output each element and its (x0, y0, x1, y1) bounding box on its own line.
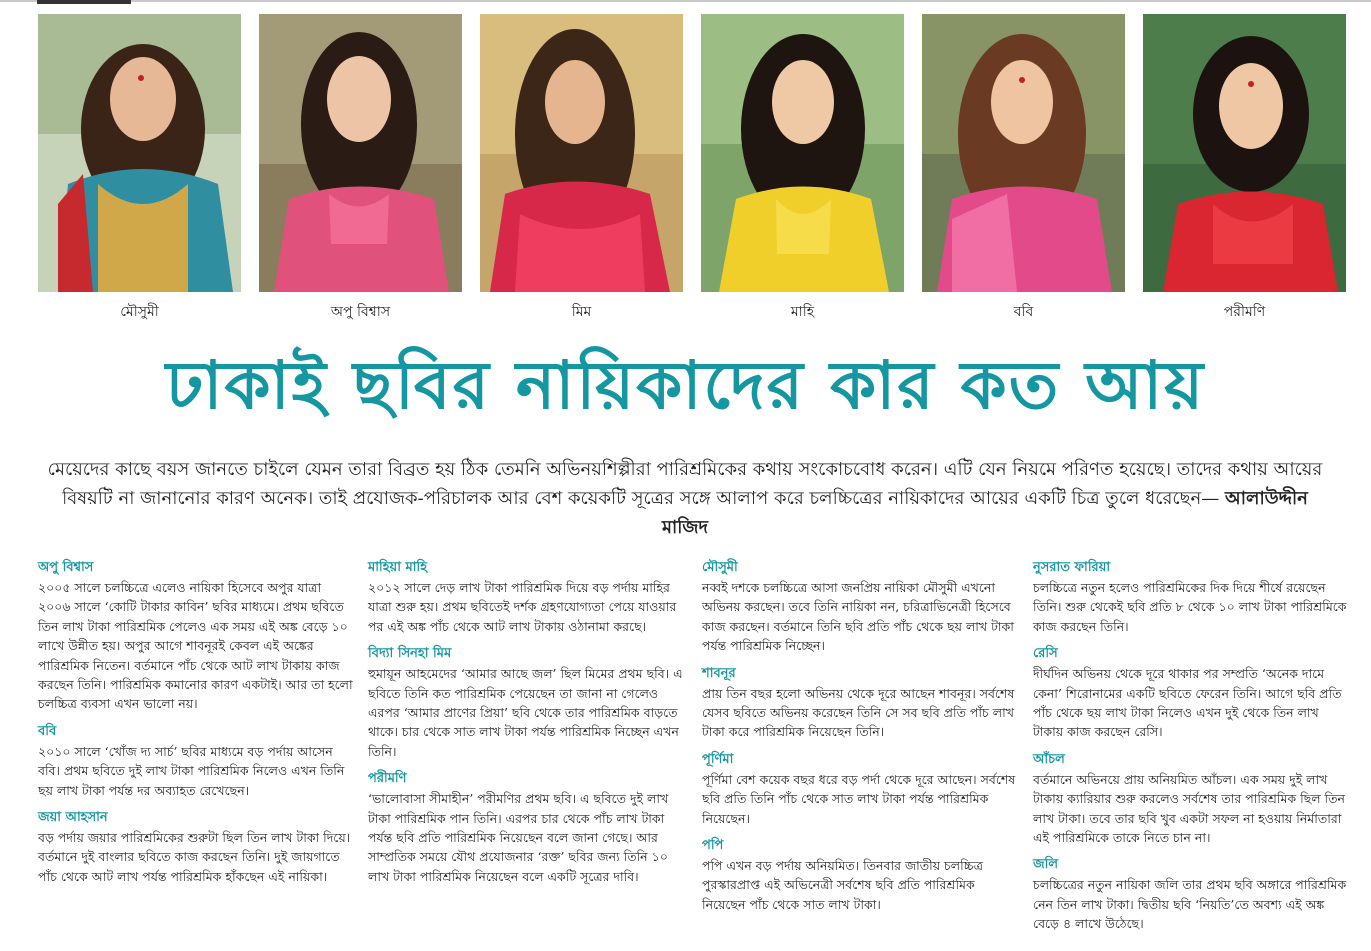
article-section (1033, 855, 1348, 933)
article-section (702, 558, 1017, 656)
section-title: পরীমণি (368, 771, 407, 787)
photo-caption: মাহি (790, 304, 815, 320)
section-title: পূর্ণিমা (702, 751, 734, 767)
section-body: ২০০৫ সালে চলচ্চিত্রে এলেও নায়িকা হিসেবে অপুর যাত্রা ২০০৬ সালে ‘কোটি টাকার কাবিন’ ছবির মাধ্যমে। প্রথম ছবিতে তিন লাখ টাকা পারিশ্রমিক পেলেও এক সময় এই অঙ্ক বেড়ে ১০ লাখে উন্নীত হয়। অপুর আগে শাবনূরই কেবল এই অঙ্কের পারিশ্রমিক নিতেন। বর্তমানে পাঁচ থেকে আট লাখ টাকায় কাজ করছেন তিনি। পারিশ্রমিক কমানোর কারণ একটাই। আর তা হলো চলচ্চিত্র ব্যবসা এখন ভালো নয়। (38, 580, 353, 712)
section-title: মাহিয়া মাহি (368, 560, 428, 575)
article-section (38, 808, 353, 886)
article-column (368, 558, 683, 894)
portrait-image (922, 14, 1125, 292)
article-section (38, 722, 353, 800)
photo-caption: অপু বিশ্বাস (330, 304, 391, 320)
section-title: ববি (38, 723, 57, 739)
actress-photo (1143, 14, 1346, 292)
section-title: মৌসুমী (702, 560, 738, 575)
photo-caption: ববি (1013, 304, 1034, 320)
portrait-image (1143, 14, 1346, 292)
section-body: পূর্ণিমা বেশ কয়েক বছর ধরে বড় পর্দা থেকে দূরে আছেন। সর্বশেষ ছবি প্রতি তিনি পাঁচ থেকে সাত লাখ টাকা পর্যন্ত পারিশ্রমিক নিয়েছেন। (702, 771, 1016, 826)
actress-photo (922, 14, 1125, 292)
intro-text: মেয়েদের কাছে বয়স জানতে চাইলে যেমন তারা বিব্রত হয় ঠিক তেমনি অভিনয়শিল্পীরা পারিশ্রমিকের কথায় সংকোচবোধ করেন। এটি যেন নিয়মে পরিণত হয়েছে। তাদের কথায় আয়ের বিষয়টি না জানানোর কারণ অনেক। তাই প্রযোজক-পরিচালক আর বেশ কয়েকটি সূত্রের সঙ্গে আলাপ করে চলচ্চিত্রের নায়িকাদের আয়ের একটি চিত্র তুলে ধরেছেন— (47, 459, 1323, 509)
actress-photo (38, 14, 241, 292)
section-title: রেসি (1033, 646, 1058, 662)
photo-caption: মিম (571, 304, 592, 320)
author-byline: আলাউদ্দীন মাজিদ (662, 488, 1308, 538)
article-section (368, 558, 683, 636)
photo-row (38, 14, 1348, 324)
section-body: বড় পর্দায় জয়ার পারিশ্রমিকের শুরুটা ছিল তিন লাখ টাকা দিয়ে। বর্তমানে দুই বাংলার ছবিতে কাজ করছেন তিনি। দুই জায়গাতে পাঁচ থেকে আট লাখ পর্যন্ত পারিশ্রমিক হাঁকছেন এই নায়িকা। (38, 830, 351, 884)
intro-paragraph (40, 455, 1330, 542)
section-body: হুমায়ূন আহমেদের ‘আমার আছে জল’ ছিল মিমের প্রথম ছবি। এ ছবিতে তিনি কত পারিশ্রমিক পেয়েছেন তা জানা না গেলেও এরপর ‘আমার প্রাণের প্রিয়া’ ছবি থেকে তার পারিশ্রমিক বাড়তে থাকে। চার থেকে সাত লাখ টাকা পর্যন্ত পারিশ্রমিক নিচ্ছেন এখন তিনি। (368, 666, 683, 759)
actress-photo (480, 14, 683, 292)
section-body: বর্তমানে অভিনয়ে প্রায় অনিয়মিত আঁচল। এক সময় দুই লাখ টাকায় ক্যারিয়ার শুরু করলেও সর্বশেষ তার পারিশ্রমিক ছিল তিন লাখ টাকা। তবে তার ছবি খুব একটা সফল না হওয়ায় নির্মাতারা এই পারিশ্রমিকে তাকে নিতে চান না। (1033, 771, 1345, 846)
article-section (702, 836, 1017, 914)
section-body: ‘ভালোবাসা সীমাহীন’ পরীমণির প্রথম ছবি। এ ছবিতে দুই লাখ টাকা পারিশ্রমিক পান তিনি। এরপর চার থেকে পাঁচ লাখ টাকা পর্যন্ত ছবি প্রতি পারিশ্রমিক নিয়েছেন বলে জানা গেছে। আর সাম্প্রতিক সময়ে যৌথ প্রযোজনার ‘রক্ত’ ছবির জন্য তিনি ১০ লাখ টাকা পারিশ্রমিক নিয়েছেন বলে একটি সূত্রের দাবি। (368, 791, 669, 884)
top-rule-accent (37, 0, 131, 4)
actress-photo (701, 14, 904, 292)
article-section (702, 750, 1017, 828)
portrait-image (259, 14, 462, 292)
article-column (702, 558, 1017, 922)
section-body: চলচ্চিত্রে নতুন হলেও পারিশ্রমিকের দিক দিয়ে শীর্ষে রয়েছেন তিনি। শুরু থেকেই ছবি প্রতি ৮ থেকে ১০ লাখ টাকা পারিশ্রমিকে কাজ করছেন তিনি। (1033, 580, 1347, 634)
actress-photo (259, 14, 462, 292)
page-title: ঢাকাই ছবির নায়িকাদের কার কত আয় (165, 347, 1206, 424)
section-body: নব্বই দশকে চলচ্চিত্রে আসা জনপ্রিয় নায়িকা মৌসুমী এখনো অভিনয় করছেন। তবে তিনি নায়িকা নন, চরিত্রাভিনেত্রী হিসেবে কাজ করছেন। বর্তমানে তিনি ছবি প্রতি পাঁচ থেকে ছয় লাখ টাকা পর্যন্ত পারিশ্রমিক নিচ্ছেন। (702, 580, 1014, 654)
photo-caption: মৌসুমী (120, 304, 159, 320)
portrait-image (701, 14, 904, 292)
article-section (38, 558, 353, 714)
section-body: ২০১২ সালে দেড় লাখ টাকা পারিশ্রমিক দিয়ে বড় পর্দায় মাহির যাত্রা শুরু হয়। প্রথম ছবিতেই দর্শক গ্রহণযোগ্যতা পেয়ে যাওয়ার পর এই অঙ্ক পাঁচ থেকে আট লাখ টাকায় ওঠানামা করছে। (368, 580, 677, 634)
section-body: পপি এখন বড় পর্দায় অনিয়মিত। তিনবার জাতীয় চলচ্চিত্র পুরস্কারপ্রাপ্ত এই অভিনেত্রী সর্বশেষ ছবি প্রতি পারিশ্রমিক নিয়েছেন পাঁচ থেকে সাত লাখ টাকা। (702, 858, 983, 912)
top-rule (0, 0, 1371, 2)
article-section (1033, 558, 1348, 636)
section-body: প্রায় তিন বছর হলো অভিনয় থেকে দূরে আছেন শাবনূর। সর্বশেষ যেসব ছবিতে অভিনয় করেছেন তিনি সে সব ছবি প্রতি পাঁচ লাখ টাকা করে পারিশ্রমিক নিয়েছেন তিনি। (702, 685, 1015, 740)
article-section (368, 769, 683, 886)
section-title: নুসরাত ফারিয়া (1033, 560, 1111, 575)
section-title: পপি (702, 838, 724, 854)
article-column (1033, 558, 1348, 942)
section-body: ২০১০ সালে ‘খোঁজ দ্য সার্চ’ ছবির মাধ্যমে বড় পর্দায় আসেন ববি। প্রথম ছবিতে দুই লাখ টাকা পারিশ্রমিক নিলেও এখন তিনি ছয় লাখ টাকা পর্যন্ত দর অব্যাহত রেখেছেন। (38, 743, 345, 798)
photo-caption: পরীমণি (1223, 304, 1266, 320)
portrait-image (480, 14, 683, 292)
section-body: চলচ্চিত্রের নতুন নায়িকা জলি তার প্রথম ছবি অঙ্গারে পারিশ্রমিক নেন তিন লাখ টাকা। দ্বিতীয় ছবি ‘নিয়তি’তে অবশ্য এই অঙ্ক বেড়ে ৪ লাখে উঠেছে। (1033, 877, 1347, 932)
section-body: দীর্ঘদিন অভিনয় থেকে দূরে থাকার পর সম্প্রতি ‘অনেক দামে কেনা’ শিরোনামের একটি ছবিতে ফেরেন তিনি। আগে ছবি প্রতি পাঁচ থেকে ছয় লাখ টাকা নিলেও এখন দুই থেকে তিন লাখ টাকায় কাজ করছেন রেসি। (1033, 666, 1342, 740)
section-title: অপু বিশ্বাস (38, 560, 94, 575)
article-section (702, 664, 1017, 742)
article-section (1033, 750, 1348, 848)
section-title: বিদ্যা সিনহা মিম (368, 646, 452, 662)
section-title: আঁচল (1033, 751, 1065, 767)
article-column (38, 558, 353, 894)
section-title: জয়া আহসান (38, 810, 108, 826)
article-section (368, 644, 683, 761)
section-title: জলি (1033, 857, 1059, 873)
portrait-image (38, 14, 241, 292)
article-section (1033, 644, 1348, 742)
section-title: শাবনূর (702, 665, 736, 681)
